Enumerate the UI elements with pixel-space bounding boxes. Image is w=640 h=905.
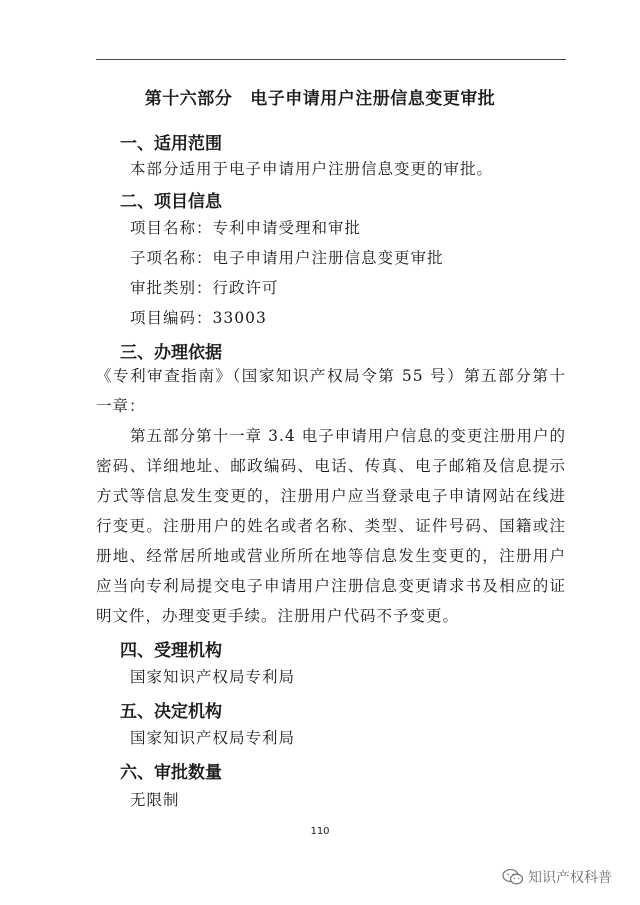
page-number: 110: [310, 826, 330, 837]
basis-reference: 《专利审查指南》（国家知识产权局令第 55 号）第五部分第十一章：: [96, 367, 566, 415]
section-heading-item-info: 二、项目信息: [120, 192, 222, 212]
section-heading-approval-quantity: 六、审批数量: [120, 763, 222, 783]
basis-body: 第五部分第十一章 3.4 电子申请用户信息的变更注册用户的密码、详细地址、邮政编码、电话、传真、电子邮箱及信息提示方式等信息发生变更的，注册用户应当登录电子申请网站在线进行变更。注册用户的姓名或者名称、类型、证件号码、国籍或注册地、经常居所地或营业所所在地等信息发生变更的，注册用户应当向专利局提交电子申请用户注册信息变更请求书及相应的证明文件，办理变更手续。注册用户代码不予变更。: [96, 427, 566, 625]
watermark: [502, 867, 612, 887]
approval-type: 审批类别：行政许可: [130, 279, 279, 297]
scope-text: 本部分适用于电子申请用户注册信息变更的审批。: [130, 160, 494, 178]
approval-quantity: 无限制: [130, 791, 180, 809]
section-heading-accepting-agency: 四、受理机构: [120, 641, 222, 661]
item-code: 项目编码：33003: [130, 309, 267, 327]
accepting-agency: 国家知识产权局专利局: [130, 668, 296, 686]
title-part: 第十六部分: [144, 89, 233, 109]
watermark-text: 知识产权科普: [528, 870, 612, 886]
section-heading-basis: 三、办理依据: [120, 343, 222, 363]
wechat-icon: [502, 868, 524, 886]
sub-item-name: 子项名称：电子申请用户注册信息变更审批: [130, 249, 444, 267]
section-heading-scope: 一、适用范围: [120, 134, 222, 154]
title-text: 电子申请用户注册信息变更审批: [250, 89, 496, 109]
header-rule: [96, 59, 566, 60]
item-name: 项目名称：专利申请受理和审批: [130, 219, 362, 237]
section-heading-deciding-agency: 五、决定机构: [120, 702, 222, 722]
page-title: [0, 84, 640, 109]
deciding-agency: 国家知识产权局专利局: [130, 729, 296, 747]
